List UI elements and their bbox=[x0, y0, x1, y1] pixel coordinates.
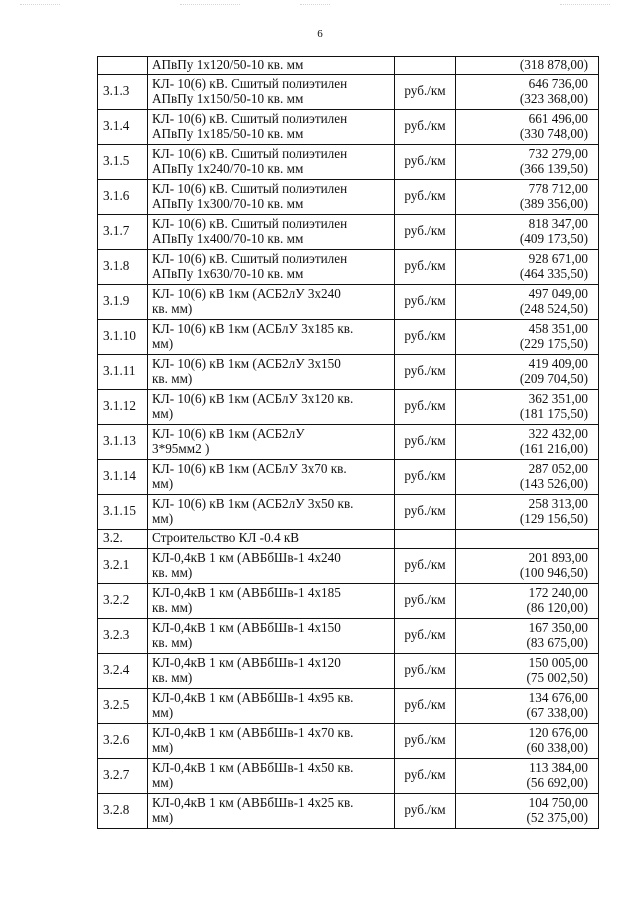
price-alt-value: (161 216,00) bbox=[519, 440, 588, 456]
unit-cell: руб./км bbox=[395, 459, 456, 494]
table-row bbox=[98, 144, 599, 179]
table-row bbox=[98, 389, 599, 424]
price-cell bbox=[456, 109, 599, 144]
price-cell bbox=[456, 249, 599, 284]
price-value: 120 676,00 bbox=[528, 725, 588, 740]
item-name-line: КЛ-0,4кВ 1 км (АВБбШв-1 4х25 кв. bbox=[152, 795, 354, 810]
item-number-cell: 3.2.8 bbox=[98, 793, 148, 828]
item-name-cell bbox=[148, 179, 395, 214]
item-number-cell: 3.2.4 bbox=[98, 653, 148, 688]
price-alt-value: (83 675,00) bbox=[526, 634, 588, 650]
unit-cell: руб./км bbox=[395, 548, 456, 583]
price-value: 104 750,00 bbox=[528, 795, 588, 810]
price-table-body bbox=[98, 57, 599, 829]
price-value: 362 351,00 bbox=[528, 391, 588, 406]
price-cell bbox=[456, 144, 599, 179]
item-number-cell: 3.1.3 bbox=[98, 74, 148, 109]
item-name-line: КЛ- 10(6) кВ 1км (АСБ2лУ bbox=[152, 426, 305, 441]
table-row bbox=[98, 284, 599, 319]
item-number-cell: 3.1.5 bbox=[98, 144, 148, 179]
price-value: 113 384,00 bbox=[529, 760, 588, 775]
item-name-line: мм) bbox=[152, 774, 174, 790]
price-value: 201 893,00 bbox=[528, 550, 588, 565]
table-row-continued bbox=[98, 57, 599, 75]
price-cell bbox=[456, 688, 599, 723]
item-name-cell bbox=[148, 688, 395, 723]
item-name-line: КЛ- 10(6) кВ. Сшитый полиэтилен bbox=[152, 111, 348, 126]
price-alt-value: (389 356,00) bbox=[519, 195, 588, 211]
item-name-cell bbox=[148, 389, 395, 424]
item-name-line: мм) bbox=[152, 739, 174, 755]
item-name-line: КЛ- 10(6) кВ 1км (АСБ2лУ 3х240 bbox=[152, 286, 341, 301]
item-name-cell bbox=[148, 548, 395, 583]
item-name-line: КЛ- 10(6) кВ 1км (АСБ2лУ 3х150 bbox=[152, 356, 341, 371]
item-name-line: КЛ- 10(6) кВ 1км (АСБлУ 3х120 кв. bbox=[152, 391, 354, 406]
price-alt-value: (52 375,00) bbox=[526, 809, 588, 825]
item-name-line: 3*95мм2 ) bbox=[152, 440, 210, 456]
price-cell bbox=[456, 548, 599, 583]
item-name-line: мм) bbox=[152, 809, 174, 825]
table-row bbox=[98, 214, 599, 249]
price-cell bbox=[456, 389, 599, 424]
table-row bbox=[98, 74, 599, 109]
item-number-cell: 3.1.13 bbox=[98, 424, 148, 459]
price-alt-value: (330 748,00) bbox=[519, 125, 588, 141]
price-alt-value: (60 338,00) bbox=[526, 739, 588, 755]
price-alt-value: (323 368,00) bbox=[519, 90, 588, 106]
price-alt-value: (366 139,50) bbox=[519, 160, 588, 176]
item-number-cell: 3.1.11 bbox=[98, 354, 148, 389]
item-name-line: АПвПу 1х300/70-10 кв. мм bbox=[152, 195, 304, 211]
item-name-line: КЛ- 10(6) кВ. Сшитый полиэтилен bbox=[152, 146, 348, 161]
price-alt-value: (129 156,50) bbox=[519, 510, 588, 526]
table-row bbox=[98, 109, 599, 144]
price-alt-value: (248 524,50) bbox=[519, 300, 588, 316]
unit-cell: руб./км bbox=[395, 284, 456, 319]
item-number-cell: 3.1.4 bbox=[98, 109, 148, 144]
item-name-line: КЛ- 10(6) кВ 1км (АСБлУ 3х185 кв. bbox=[152, 321, 354, 336]
price-alt-value: (56 692,00) bbox=[526, 774, 588, 790]
price-value: 778 712,00 bbox=[528, 181, 588, 196]
price-value: 818 347,00 bbox=[528, 216, 588, 231]
unit-cell: руб./км bbox=[395, 109, 456, 144]
item-name-cell bbox=[148, 74, 395, 109]
price-cell bbox=[456, 723, 599, 758]
item-number-cell: 3.1.7 bbox=[98, 214, 148, 249]
price-cell bbox=[456, 424, 599, 459]
table-row bbox=[98, 249, 599, 284]
item-name-line: КЛ- 10(6) кВ 1км (АСБ2лУ 3х50 кв. bbox=[152, 496, 354, 511]
price-alt-value: (143 526,00) bbox=[519, 475, 588, 491]
unit-cell: руб./км bbox=[395, 653, 456, 688]
price-cell bbox=[456, 214, 599, 249]
item-number-cell: 3.2.3 bbox=[98, 618, 148, 653]
price-value: 150 005,00 bbox=[528, 655, 588, 670]
price-cell bbox=[456, 459, 599, 494]
table-row bbox=[98, 688, 599, 723]
item-name-cell bbox=[148, 214, 395, 249]
item-name-line: кв. мм) bbox=[152, 564, 193, 580]
item-name-line: мм) bbox=[152, 704, 174, 720]
unit-cell: руб./км bbox=[395, 424, 456, 459]
table-row bbox=[98, 758, 599, 793]
item-name-line: АПвПу 1х400/70-10 кв. мм bbox=[152, 230, 304, 246]
price-cell bbox=[456, 653, 599, 688]
scan-artifact bbox=[20, 4, 60, 13]
unit-cell: руб./км bbox=[395, 249, 456, 284]
item-name-line: мм) bbox=[152, 510, 174, 526]
table-row bbox=[98, 618, 599, 653]
item-name-cell bbox=[148, 653, 395, 688]
table-row bbox=[98, 494, 599, 529]
item-number-cell: 3.1.10 bbox=[98, 319, 148, 354]
unit-cell: руб./км bbox=[395, 583, 456, 618]
item-number-cell: 3.1.14 bbox=[98, 459, 148, 494]
price-value: 287 052,00 bbox=[528, 461, 588, 476]
price-value: 167 350,00 bbox=[528, 620, 588, 635]
price-cell bbox=[456, 758, 599, 793]
unit-cell: руб./км bbox=[395, 214, 456, 249]
price-alt-value: (409 173,50) bbox=[519, 230, 588, 246]
price-cell bbox=[456, 74, 599, 109]
item-name-line: мм) bbox=[152, 335, 174, 351]
price-value: 661 496,00 bbox=[528, 111, 588, 126]
page-number: 6 bbox=[317, 28, 323, 40]
item-name-line: АПвПу 1х185/50-10 кв. мм bbox=[152, 125, 304, 141]
price-cell bbox=[456, 793, 599, 828]
price-alt-value: (209 704,50) bbox=[519, 370, 588, 386]
table-row bbox=[98, 319, 599, 354]
item-name-cell bbox=[148, 758, 395, 793]
item-name-cell bbox=[148, 529, 395, 548]
item-name-line: КЛ- 10(6) кВ. Сшитый полиэтилен bbox=[152, 76, 348, 91]
item-name-line: кв. мм) bbox=[152, 669, 193, 685]
scan-artifact bbox=[300, 4, 330, 13]
unit-cell: руб./км bbox=[395, 723, 456, 758]
unit-cell: руб./км bbox=[395, 793, 456, 828]
item-number-cell: 3.1.6 bbox=[98, 179, 148, 214]
item-number-cell: 3.1.12 bbox=[98, 389, 148, 424]
item-number-cell bbox=[98, 57, 148, 75]
unit-cell bbox=[395, 57, 456, 75]
price-value: 322 432,00 bbox=[528, 426, 588, 441]
item-name-cell bbox=[148, 354, 395, 389]
price-cell bbox=[456, 494, 599, 529]
price-value: 134 676,00 bbox=[528, 690, 588, 705]
price-value: 172 240,00 bbox=[528, 585, 588, 600]
item-name-line: КЛ- 10(6) кВ. Сшитый полиэтилен bbox=[152, 181, 348, 196]
unit-cell: руб./км bbox=[395, 618, 456, 653]
price-value: 928 671,00 bbox=[528, 251, 588, 266]
item-number-cell: 3.1.9 bbox=[98, 284, 148, 319]
item-name-cell bbox=[148, 793, 395, 828]
table-row bbox=[98, 354, 599, 389]
item-name-cell bbox=[148, 494, 395, 529]
unit-cell: руб./км bbox=[395, 494, 456, 529]
item-number-cell: 3.2.5 bbox=[98, 688, 148, 723]
price-cell bbox=[456, 319, 599, 354]
item-name-line: КЛ-0,4кВ 1 км (АВБбШв-1 4х240 bbox=[152, 550, 341, 565]
unit-cell: руб./км bbox=[395, 389, 456, 424]
price-cell bbox=[456, 354, 599, 389]
item-name-line: КЛ- 10(6) кВ 1км (АСБлУ 3х70 кв. bbox=[152, 461, 347, 476]
item-name-line: АПвПу 1х150/50-10 кв. мм bbox=[152, 90, 304, 106]
item-number-cell: 3.2.1 bbox=[98, 548, 148, 583]
item-name-line: кв. мм) bbox=[152, 370, 193, 386]
item-name-line: КЛ-0,4кВ 1 км (АВБбШв-1 4х120 bbox=[152, 655, 341, 670]
item-name-cell: АПвПу 1х120/50-10 кв. мм bbox=[148, 57, 395, 75]
item-name-line: КЛ-0,4кВ 1 км (АВБбШв-1 4х50 кв. bbox=[152, 760, 354, 775]
unit-cell: руб./км bbox=[395, 179, 456, 214]
item-name-line: АПвПу 1х240/70-10 кв. мм bbox=[152, 160, 304, 176]
price-alt-value: (229 175,50) bbox=[519, 335, 588, 351]
price-cell bbox=[456, 583, 599, 618]
price-alt-value: (100 946,50) bbox=[519, 564, 588, 580]
table-row bbox=[98, 459, 599, 494]
price-value: 458 351,00 bbox=[528, 321, 588, 336]
item-name-cell bbox=[148, 319, 395, 354]
table-row bbox=[98, 548, 599, 583]
item-name-cell bbox=[148, 459, 395, 494]
price-alt-cell: (318 878,00) bbox=[456, 57, 599, 75]
price-alt-value: (181 175,50) bbox=[519, 405, 588, 421]
section-header-row bbox=[98, 529, 599, 548]
item-name-line: КЛ-0,4кВ 1 км (АВБбШв-1 4х95 кв. bbox=[152, 690, 354, 705]
item-number-cell: 3.2.6 bbox=[98, 723, 148, 758]
unit-cell bbox=[395, 529, 456, 548]
table-row bbox=[98, 583, 599, 618]
item-number-cell: 3.1.15 bbox=[98, 494, 148, 529]
item-name-line: КЛ-0,4кВ 1 км (АВБбШв-1 4х70 кв. bbox=[152, 725, 354, 740]
unit-cell: руб./км bbox=[395, 354, 456, 389]
price-alt-value: (86 120,00) bbox=[526, 599, 588, 615]
price-cell bbox=[456, 179, 599, 214]
unit-cell: руб./км bbox=[395, 758, 456, 793]
price-cell bbox=[456, 618, 599, 653]
price-alt-value: (464 335,50) bbox=[519, 265, 588, 281]
item-name-cell bbox=[148, 424, 395, 459]
item-name-cell bbox=[148, 284, 395, 319]
item-name-cell bbox=[148, 583, 395, 618]
item-name-line: КЛ- 10(6) кВ. Сшитый полиэтилен bbox=[152, 216, 348, 231]
price-value: 419 409,00 bbox=[528, 356, 588, 371]
table-row bbox=[98, 424, 599, 459]
price-value: 646 736,00 bbox=[528, 76, 588, 91]
table-row bbox=[98, 793, 599, 828]
price-alt-value: (67 338,00) bbox=[526, 704, 588, 720]
price-value: 732 279,00 bbox=[528, 146, 588, 161]
scan-artifact bbox=[180, 4, 240, 13]
item-name-cell bbox=[148, 723, 395, 758]
table-row bbox=[98, 179, 599, 214]
price-table bbox=[97, 56, 599, 829]
item-name-cell bbox=[148, 249, 395, 284]
unit-cell: руб./км bbox=[395, 144, 456, 179]
price-cell bbox=[456, 284, 599, 319]
item-name-line: Строительство КЛ -0.4 кВ bbox=[152, 530, 300, 546]
item-name-cell bbox=[148, 109, 395, 144]
price-value: 258 313,00 bbox=[528, 496, 588, 511]
item-name-line: КЛ-0,4кВ 1 км (АВБбШв-1 4х185 bbox=[152, 585, 341, 600]
price-alt-value: (75 002,50) bbox=[526, 669, 588, 685]
price-value: 497 049,00 bbox=[528, 286, 588, 301]
item-name-line: АПвПу 1х630/70-10 кв. мм bbox=[152, 265, 304, 281]
item-name-line: кв. мм) bbox=[152, 599, 193, 615]
item-name-cell bbox=[148, 618, 395, 653]
item-name-line: кв. мм) bbox=[152, 634, 193, 650]
item-number-cell: 3.1.8 bbox=[98, 249, 148, 284]
item-name-line: мм) bbox=[152, 405, 174, 421]
item-name-line: мм) bbox=[152, 475, 174, 491]
item-number-cell: 3.2.7 bbox=[98, 758, 148, 793]
item-number-cell: 3.2.2 bbox=[98, 583, 148, 618]
unit-cell: руб./км bbox=[395, 319, 456, 354]
unit-cell: руб./км bbox=[395, 74, 456, 109]
item-number-cell: 3.2. bbox=[98, 529, 148, 548]
scan-artifact bbox=[560, 4, 610, 13]
item-name-line: КЛ- 10(6) кВ. Сшитый полиэтилен bbox=[152, 251, 348, 266]
item-name-cell bbox=[148, 144, 395, 179]
table-row bbox=[98, 653, 599, 688]
price-cell bbox=[456, 529, 599, 548]
table-row bbox=[98, 723, 599, 758]
item-name-line: кв. мм) bbox=[152, 300, 193, 316]
unit-cell: руб./км bbox=[395, 688, 456, 723]
item-name-line: КЛ-0,4кВ 1 км (АВБбШв-1 4х150 bbox=[152, 620, 341, 635]
